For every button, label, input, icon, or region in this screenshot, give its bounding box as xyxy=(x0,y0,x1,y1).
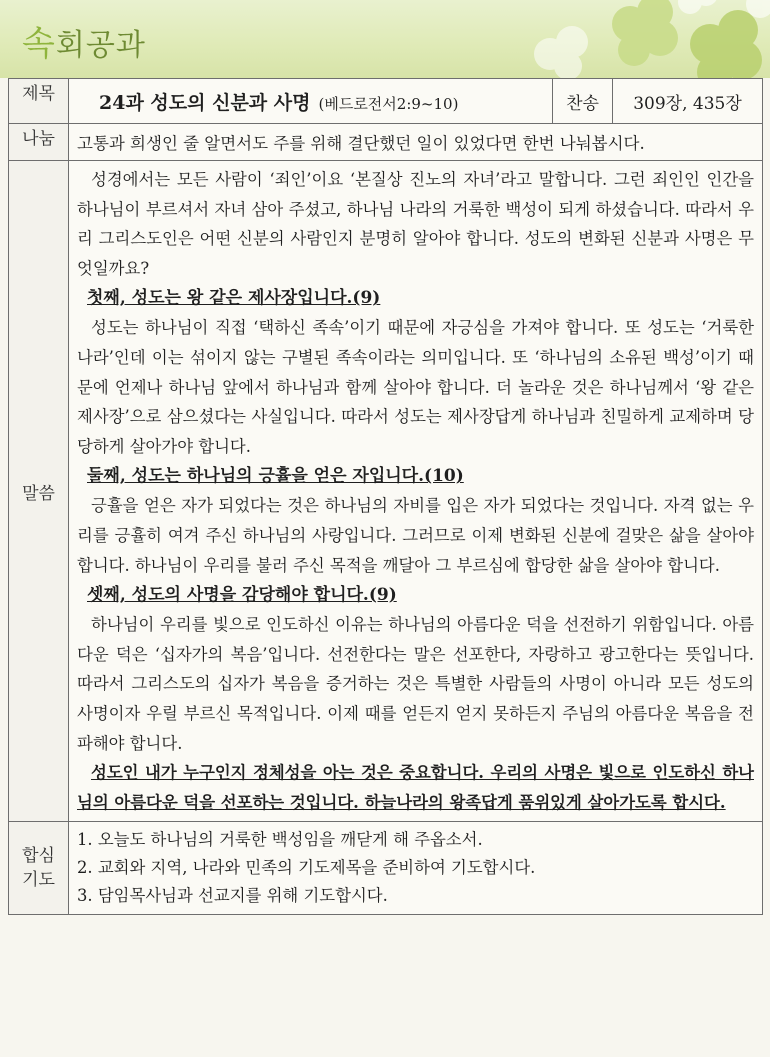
prayer-item: 3. 담임목사님과 선교지를 위해 기도합시다. xyxy=(77,886,388,906)
lesson-title-cell xyxy=(69,79,553,124)
sermon-intro: 성경에서는 모든 사람이 ‘죄인’이요 ‘본질상 진노의 자녀’라고 말합니다. 그런 죄인인 인간을 하나님이 부르셔서 자녀 삼아 주셨고, 하나님 나라의 거룩한 백성이 되게 하셨습니다. 따라서 우리 그리스도인은 어떤 신분의 사람인지 분명히 알아야 합니다. 성도의 변화된 신분과 사명은 무엇일까요? xyxy=(77,170,754,278)
title-label: 제목 xyxy=(9,79,69,124)
point-3-body: 하나님이 우리를 빛으로 인도하신 이유는 하나님의 아름다운 덕을 선전하기 위함입니다. 아름다운 덕은 ‘십자가의 복음’입니다. 선전한다는 말은 선포한다, 자랑하고 광고한다는 뜻입니다. 따라서 그리스도의 십자가 복음을 증거하는 것은 특별한 사람들의 사명이 아니라 모든 성도의 사명이자 우릴 부르신 목적입니다. 이제 때를 얻든지 얻지 못하든지 주님의 아름다운 복음을 전파해야 합니다. xyxy=(77,615,754,753)
point-1-body: 성도는 하나님이 직접 ‘택하신 족속’이기 때문에 자긍심을 가져야 합니다. 또 성도는 ‘거룩한 나라’인데 이는 섞이지 않는 구별된 족속이라는 의미입니다. 또 ‘하나님의 소유된 백성’이기 때문에 언제나 하나님 앞에서 하나님과 함께 살아야 합니다. 더 놀라운 것은 하나님께서 ‘왕 같은 제사장’으로 삼으셨다는 사실입니다. 따라서 성도는 제사장답게 하나님과 친밀하게 교제하며 당당하게 살아가야 합니다. xyxy=(77,318,754,456)
prayer-item: 2. 교회와 지역, 나라와 민족의 기도제목을 준비하여 기도합시다. xyxy=(77,858,536,878)
prayer-label-text: 합심기도 xyxy=(22,846,55,891)
hymn-label: 찬송 xyxy=(553,79,613,124)
clover-decoration-icon xyxy=(510,0,770,78)
prayer-list xyxy=(69,822,763,915)
page-title-accent: 속 xyxy=(22,24,56,64)
point-2-body: 긍휼을 얻은 자가 되었다는 것은 하나님의 자비를 입은 자가 되었다는 것입니다. 자격 없는 우리를 긍휼히 여겨 주신 하나님의 사랑입니다. 그러므로 이제 변화된 신분에 걸맞은 삶을 살아야 합니다. 하나님이 우리를 불러 주신 목적을 깨달아 그 부르심에 합당한 삶을 살아야 합니다. xyxy=(77,496,754,575)
lesson-title: 24과 성도의 신분과 사명 xyxy=(99,91,311,114)
share-row xyxy=(9,124,763,161)
sermon-body xyxy=(69,161,763,822)
sermon-conclusion: 성도인 내가 누구인지 정체성을 아는 것은 중요합니다. 우리의 사명은 빛으로 인도하신 하나님의 아름다운 덕을 선포하는 것입니다. 하늘나라의 왕족답게 품위있게 살아가도록 합시다. xyxy=(77,763,754,812)
page-title-rest: 회공과 xyxy=(55,28,146,63)
sermon-label: 말씀 xyxy=(9,161,69,822)
point-2-heading: 둘째, 성도는 하나님의 긍휼을 얻은 자입니다.(10) xyxy=(87,466,464,487)
point-3-heading: 셋째, 성도의 사명을 감당해야 합니다.(9) xyxy=(87,585,397,606)
page-title xyxy=(22,16,146,65)
point-1-heading: 첫째, 성도는 왕 같은 제사장입니다.(9) xyxy=(87,288,381,309)
lesson-table xyxy=(8,78,763,915)
page-header xyxy=(0,0,770,78)
prayer-row xyxy=(9,822,763,915)
share-label: 나눔 xyxy=(9,124,69,161)
prayer-label xyxy=(9,822,69,915)
lesson-sheet xyxy=(8,78,762,1052)
scripture-reference: (베드로전서2:9~10) xyxy=(318,94,459,113)
share-question: 고통과 희생인 줄 알면서도 주를 위해 결단했던 일이 있었다면 한번 나눠봅시다. xyxy=(69,124,763,161)
sermon-row xyxy=(9,161,763,822)
prayer-item: 1. 오늘도 하나님의 거룩한 백성임을 깨닫게 해 주옵소서. xyxy=(77,830,483,850)
hymn-numbers: 309장, 435장 xyxy=(613,79,763,124)
title-row xyxy=(9,79,763,124)
